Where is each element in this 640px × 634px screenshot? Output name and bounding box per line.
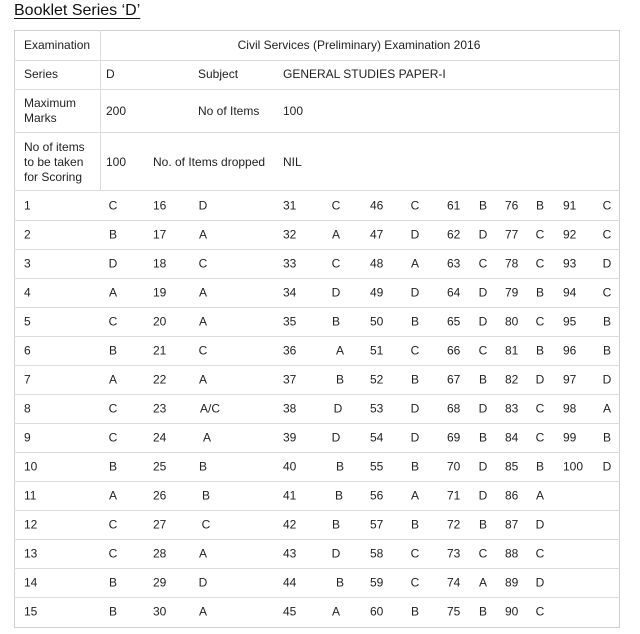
question-number: 12 (24, 517, 38, 532)
row-divider (14, 539, 620, 540)
question-number: 70 (447, 459, 461, 474)
answer-key: B (410, 314, 420, 329)
question-number: 51 (370, 343, 384, 358)
answer-key: A (331, 227, 341, 242)
answer-key: D (535, 372, 545, 387)
answer-key: B (198, 459, 208, 474)
question-number: 22 (153, 372, 167, 387)
answer-key: D (198, 198, 208, 213)
question-number: 41 (283, 488, 297, 503)
question-number: 25 (153, 459, 167, 474)
question-number: 34 (283, 285, 297, 300)
answer-key: A (198, 604, 208, 619)
answer-key: D (478, 314, 488, 329)
question-number: 84 (505, 430, 519, 445)
examination-value: Civil Services (Preliminary) Examination 2016 (237, 38, 481, 52)
question-number: 83 (505, 401, 519, 416)
answer-key: C (478, 546, 488, 561)
question-number: 16 (153, 198, 167, 213)
series-value: D (106, 67, 115, 81)
answer-key: B (535, 285, 545, 300)
answer-key: B (335, 372, 345, 387)
row-divider (14, 568, 620, 569)
question-number: 85 (505, 459, 519, 474)
question-number: 74 (447, 575, 461, 590)
question-number: 33 (283, 256, 297, 271)
answer-key: A (108, 285, 118, 300)
row-divider (14, 60, 620, 61)
row-divider (14, 132, 620, 133)
question-number: 58 (370, 546, 384, 561)
question-number: 29 (153, 575, 167, 590)
question-number: 94 (563, 285, 577, 300)
question-number: 71 (447, 488, 461, 503)
question-number: 49 (370, 285, 384, 300)
question-number: 47 (370, 227, 384, 242)
question-number: 39 (283, 430, 297, 445)
answer-key: D (108, 256, 118, 271)
question-number: 32 (283, 227, 297, 242)
question-number: 53 (370, 401, 384, 416)
question-number: 17 (153, 227, 167, 242)
question-number: 36 (283, 343, 297, 358)
question-number: 52 (370, 372, 384, 387)
answer-key: D (535, 517, 545, 532)
scoring-label: to be taken (24, 155, 84, 169)
question-number: 8 (24, 401, 31, 416)
question-number: 72 (447, 517, 461, 532)
answer-key: B (478, 430, 488, 445)
question-number: 10 (24, 459, 38, 474)
answer-key: A (198, 546, 208, 561)
answer-key: C (535, 314, 545, 329)
answer-key: B (410, 372, 420, 387)
answer-key: B (108, 227, 118, 242)
answer-key: C (108, 401, 118, 416)
question-number: 82 (505, 372, 519, 387)
answer-key: A (331, 604, 341, 619)
subject-label: Subject (198, 67, 239, 81)
series-label: Series (24, 67, 59, 81)
question-number: 79 (505, 285, 519, 300)
answer-key: D (198, 575, 208, 590)
row-divider (14, 249, 620, 250)
question-number: 66 (447, 343, 461, 358)
answer-key: C (535, 546, 545, 561)
answer-key: A (535, 488, 545, 503)
answer-key: A (335, 343, 345, 358)
question-number: 97 (563, 372, 577, 387)
question-number: 20 (153, 314, 167, 329)
question-number: 21 (153, 343, 167, 358)
row-divider (14, 365, 620, 366)
question-number: 28 (153, 546, 167, 561)
answer-key: A (478, 575, 488, 590)
row-divider (14, 481, 620, 482)
max-marks-value: 200 (106, 104, 127, 118)
question-number: 61 (447, 198, 461, 213)
row-divider (14, 423, 620, 424)
question-number: 81 (505, 343, 519, 358)
answer-key: B (201, 488, 211, 503)
question-number: 46 (370, 198, 384, 213)
answer-key: B (602, 343, 612, 358)
question-number: 50 (370, 314, 384, 329)
row-divider (14, 597, 620, 598)
question-number: 26 (153, 488, 167, 503)
question-number: 44 (283, 575, 297, 590)
answer-key: D (410, 285, 420, 300)
question-number: 73 (447, 546, 461, 561)
answer-key: B (478, 198, 488, 213)
answer-key: C (602, 285, 612, 300)
question-number: 1 (24, 198, 31, 213)
answer-key: B (535, 198, 545, 213)
answer-key: C (201, 517, 211, 532)
question-number: 5 (24, 314, 31, 329)
question-number: 87 (505, 517, 519, 532)
answer-key: A (108, 372, 118, 387)
answer-key: B (335, 459, 345, 474)
answer-key: C (535, 256, 545, 271)
answer-key: C (478, 256, 488, 271)
answer-key: A (198, 314, 208, 329)
items-value: 100 (283, 104, 304, 118)
question-number: 65 (447, 314, 461, 329)
answer-key: B (535, 459, 545, 474)
question-number: 90 (505, 604, 519, 619)
answer-key: B (478, 517, 488, 532)
question-number: 91 (563, 198, 577, 213)
question-number: 40 (283, 459, 297, 474)
question-number: 14 (24, 575, 38, 590)
question-number: 38 (283, 401, 297, 416)
dropped-value: NIL (283, 155, 302, 169)
answer-key: C (410, 546, 420, 561)
question-number: 43 (283, 546, 297, 561)
question-number: 45 (283, 604, 297, 619)
question-number: 23 (153, 401, 167, 416)
row-divider (14, 89, 620, 90)
answer-key: C (535, 604, 545, 619)
question-number: 78 (505, 256, 519, 271)
question-number: 86 (505, 488, 519, 503)
question-number: 99 (563, 430, 577, 445)
answer-key: B (331, 314, 341, 329)
answer-key: C (108, 198, 118, 213)
booklet-series-heading: Booklet Series ‘D’ (14, 2, 141, 19)
answer-key: C (410, 343, 420, 358)
question-number: 27 (153, 517, 167, 532)
max-marks-label: Marks (24, 111, 57, 125)
question-number: 35 (283, 314, 297, 329)
answer-key: B (478, 604, 488, 619)
question-number: 15 (24, 604, 38, 619)
dropped-label: No. of Items dropped (153, 155, 266, 169)
question-number: 59 (370, 575, 384, 590)
scoring-label: No of items (24, 140, 85, 154)
answer-key: B (410, 459, 420, 474)
answer-key: C (535, 227, 545, 242)
answer-key: D (331, 285, 341, 300)
answer-key: B (478, 372, 488, 387)
question-number: 93 (563, 256, 577, 271)
answer-key: B (331, 517, 341, 532)
answer-key: D (478, 401, 488, 416)
answer-key: C (331, 256, 341, 271)
row-divider (14, 278, 620, 279)
answer-key: D (535, 575, 545, 590)
question-number: 2 (24, 227, 31, 242)
question-number: 55 (370, 459, 384, 474)
answer-key: D (478, 285, 488, 300)
answer-key: D (478, 459, 488, 474)
answer-key: D (331, 546, 341, 561)
question-number: 68 (447, 401, 461, 416)
question-number: 9 (24, 430, 31, 445)
question-number: 76 (505, 198, 519, 213)
answer-key: D (410, 430, 420, 445)
answer-key: A (202, 430, 212, 445)
answer-key: A (108, 488, 118, 503)
question-number: 98 (563, 401, 577, 416)
answer-key: C (602, 198, 612, 213)
question-number: 30 (153, 604, 167, 619)
answer-key: C (108, 314, 118, 329)
answer-key: A/C (199, 401, 221, 416)
answer-key: B (108, 343, 118, 358)
answer-key: D (478, 488, 488, 503)
answer-key: C (478, 343, 488, 358)
answer-key: D (602, 459, 612, 474)
question-number: 80 (505, 314, 519, 329)
max-marks-label: Maximum (24, 96, 77, 110)
answer-key: C (535, 401, 545, 416)
answer-key: B (108, 604, 118, 619)
answer-key: C (108, 517, 118, 532)
answer-key: C (410, 575, 420, 590)
scoring-label: for Scoring (24, 170, 83, 184)
column-divider (100, 30, 101, 190)
question-number: 37 (283, 372, 297, 387)
answer-key: B (335, 575, 345, 590)
scoring-value: 100 (106, 155, 127, 169)
answer-key: B (602, 430, 612, 445)
row-divider (14, 394, 620, 395)
answer-key: D (602, 256, 612, 271)
answer-key: B (334, 488, 344, 503)
answer-key: D (331, 430, 341, 445)
question-number: 18 (153, 256, 167, 271)
question-number: 100 (563, 459, 584, 474)
answer-key: C (108, 430, 118, 445)
question-number: 7 (24, 372, 31, 387)
question-number: 54 (370, 430, 384, 445)
answer-key: A (602, 401, 612, 416)
question-number: 48 (370, 256, 384, 271)
question-number: 88 (505, 546, 519, 561)
question-number: 13 (24, 546, 38, 561)
answer-key: A (198, 372, 208, 387)
row-divider (14, 307, 620, 308)
answer-key: B (108, 575, 118, 590)
question-number: 77 (505, 227, 519, 242)
question-number: 4 (24, 285, 31, 300)
answer-key: C (602, 227, 612, 242)
question-number: 89 (505, 575, 519, 590)
answer-key: C (410, 198, 420, 213)
answer-key: A (410, 256, 420, 271)
answer-key: B (410, 604, 420, 619)
question-number: 64 (447, 285, 461, 300)
question-number: 6 (24, 343, 31, 358)
question-number: 24 (153, 430, 167, 445)
answer-key: D (478, 227, 488, 242)
examination-label: Examination (24, 38, 91, 52)
row-divider (14, 510, 620, 511)
answer-key: D (410, 227, 420, 242)
question-number: 60 (370, 604, 384, 619)
subject-value: GENERAL STUDIES PAPER-I (283, 67, 446, 81)
answer-key: B (108, 459, 118, 474)
answer-key: D (602, 372, 612, 387)
question-number: 63 (447, 256, 461, 271)
question-number: 56 (370, 488, 384, 503)
question-number: 96 (563, 343, 577, 358)
question-number: 67 (447, 372, 461, 387)
row-divider (14, 190, 620, 191)
answer-key: A (410, 488, 420, 503)
question-number: 75 (447, 604, 461, 619)
question-number: 3 (24, 256, 31, 271)
answer-key: C (331, 198, 341, 213)
answer-key: C (198, 256, 208, 271)
question-number: 19 (153, 285, 167, 300)
question-number: 92 (563, 227, 577, 242)
row-divider (14, 452, 620, 453)
question-number: 42 (283, 517, 297, 532)
answer-key: C (198, 343, 208, 358)
question-number: 62 (447, 227, 461, 242)
items-label: No of Items (198, 104, 260, 118)
row-divider (14, 220, 620, 221)
answer-key: B (410, 517, 420, 532)
answer-key: C (108, 546, 118, 561)
answer-key: A (198, 285, 208, 300)
question-number: 69 (447, 430, 461, 445)
question-number: 31 (283, 198, 297, 213)
row-divider (14, 336, 620, 337)
answer-key: A (198, 227, 208, 242)
answer-key: D (410, 401, 420, 416)
answer-key: D (333, 401, 343, 416)
question-number: 11 (24, 488, 37, 503)
answer-key: B (535, 343, 545, 358)
answer-key: C (535, 430, 545, 445)
question-number: 95 (563, 314, 577, 329)
answer-key: B (602, 314, 612, 329)
question-number: 57 (370, 517, 384, 532)
